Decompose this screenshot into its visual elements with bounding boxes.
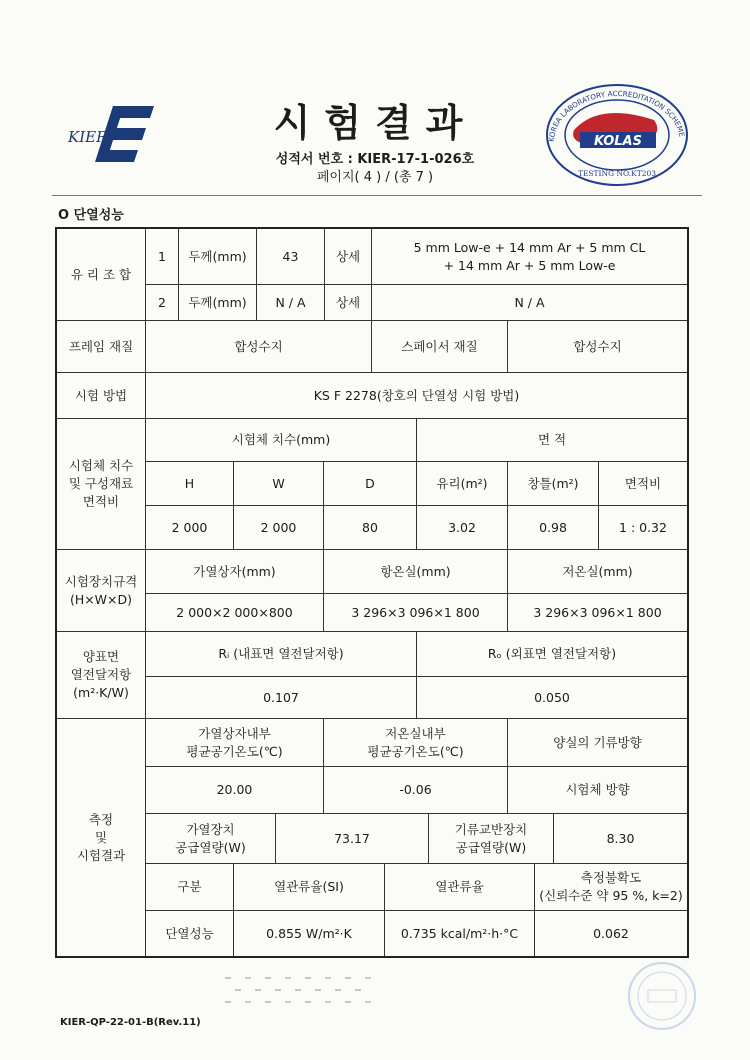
glass-row1-detail-label: 상세 bbox=[325, 229, 372, 285]
glass-row2-no: 2 bbox=[146, 285, 179, 321]
header-divider bbox=[52, 195, 702, 196]
perf-u-kcal: 0.735 kcal/m²·h·°C bbox=[385, 911, 535, 956]
perf-row-label: 단열성능 bbox=[146, 911, 234, 956]
section-title: O 단열성능 bbox=[58, 208, 124, 223]
page-title: 시험결과 bbox=[273, 100, 477, 145]
glass-row2-thickness-label: 두께(mm) bbox=[179, 285, 257, 321]
airflow-label: 양실의 기류방향 bbox=[508, 719, 687, 767]
kolas-bottom-text: TESTING NO.KT203 bbox=[577, 169, 657, 178]
col-frame-area: 창틀(m²) bbox=[508, 462, 599, 506]
frame-value: 합성수지 bbox=[146, 321, 372, 373]
apparatus-label: 시험장치규격 (H×W×D) bbox=[57, 550, 146, 632]
resistance-ri-header: Rᵢ (내표면 열전달저항) bbox=[146, 632, 417, 677]
method-value: KS F 2278(창호의 단열성 시험 방법) bbox=[146, 373, 687, 419]
glass-row1-thickness-label: 두께(mm) bbox=[179, 229, 257, 285]
kier-logo-text: KIER bbox=[68, 128, 108, 146]
results-label: 측정 및 시험결과 bbox=[57, 719, 146, 956]
value-h: 2 000 bbox=[146, 506, 234, 550]
perf-head-uncertainty: 측정불확도 (신뢰수준 약 95 %, k=2) bbox=[535, 864, 687, 911]
kolas-arc-text: KOREA LABORATORY ACCREDITATION SCHEME bbox=[546, 88, 687, 143]
hot-temp-label: 가열상자내부 평균공기온도(℃) bbox=[146, 719, 324, 767]
col-h: H bbox=[146, 462, 234, 506]
perf-uncertainty: 0.062 bbox=[593, 925, 629, 941]
report-number: 성적서 번호 : KIER-17-1-026호 bbox=[275, 152, 475, 167]
value-frame-area: 0.98 bbox=[508, 506, 599, 550]
glass-label: 유 리 조 합 bbox=[57, 229, 146, 321]
apparatus-cold-room-value: 3 296×3 096×1 800 bbox=[508, 594, 687, 632]
resistance-label: 양표면 열전달저항 (m²·K/W) bbox=[57, 632, 146, 719]
col-area-ratio: 면적비 bbox=[599, 462, 687, 506]
perf-head-u-kcal: 열관류율 bbox=[385, 864, 535, 911]
value-glass-area: 3.02 bbox=[417, 506, 508, 550]
cold-temp-value: -0.06 bbox=[324, 767, 508, 814]
glass-row1-detail: 5 mm Low-e + 14 mm Ar + 5 mm CL + 14 mm Ar + 5 mm Low-e bbox=[372, 229, 687, 285]
page-number: 페이지( 4 ) / (총 7 ) bbox=[316, 170, 434, 185]
perf-head-category: 구분 bbox=[146, 864, 234, 911]
method-label: 시험 방법 bbox=[57, 373, 146, 419]
apparatus-hot-box-value: 2 000×2 000×800 bbox=[146, 594, 324, 632]
kolas-seal bbox=[544, 82, 690, 188]
specimen-label: 시험체 치수 및 구성재료 면적비 bbox=[57, 419, 146, 550]
apparatus-guard-room-value: 3 296×3 096×1 800 bbox=[324, 594, 508, 632]
resistance-ro-header: Rₒ (외표면 열전달저항) bbox=[417, 632, 687, 677]
glass-row2-thickness: N / A bbox=[257, 285, 325, 321]
spacer-value: 합성수지 bbox=[508, 321, 687, 373]
apparatus-guard-room-header: 항온실(mm) bbox=[324, 550, 508, 594]
cold-temp-label: 저온실내부 평균공기온도(℃) bbox=[324, 719, 508, 767]
col-w: W bbox=[234, 462, 324, 506]
col-d: D bbox=[324, 462, 417, 506]
apparatus-cold-room-header: 저온실(mm) bbox=[508, 550, 687, 594]
heater-label: 가열장치 공급열량(W) bbox=[146, 814, 276, 864]
value-d: 80 bbox=[324, 506, 417, 550]
glass-row2-detail: N / A bbox=[372, 285, 687, 321]
fan-label: 기류교반장치 공급열량(W) bbox=[429, 814, 554, 864]
form-code: KIER-QP-22-01-B(Rev.11) bbox=[60, 1017, 201, 1028]
fan-value: 8.30 bbox=[554, 814, 687, 864]
airflow-value: 시험체 방향 bbox=[508, 767, 687, 814]
col-glass-area: 유리(m²) bbox=[417, 462, 508, 506]
resistance-ro-value: 0.050 bbox=[417, 677, 687, 719]
resistance-ri-value: 0.107 bbox=[146, 677, 417, 719]
glass-row1-thickness: 43 bbox=[257, 229, 325, 285]
apparatus-hot-box-header: 가열상자(mm) bbox=[146, 550, 324, 594]
test-results-table bbox=[55, 227, 689, 958]
glass-row1-no: 1 bbox=[146, 229, 179, 285]
perf-head-u-si: 열관류율(SI) bbox=[234, 864, 385, 911]
security-pattern bbox=[225, 975, 385, 1015]
heater-value: 73.17 bbox=[276, 814, 429, 864]
official-stamp bbox=[626, 960, 698, 1032]
spacer-label: 스페이서 재질 bbox=[372, 321, 508, 373]
value-w: 2 000 bbox=[234, 506, 324, 550]
value-area-ratio: 1 : 0.32 bbox=[599, 506, 687, 550]
glass-row2-detail-label: 상세 bbox=[325, 285, 372, 321]
specimen-area-header: 면 적 bbox=[417, 419, 687, 462]
frame-label: 프레임 재질 bbox=[57, 321, 146, 373]
hot-temp-value: 20.00 bbox=[146, 767, 324, 814]
perf-u-si: 0.855 W/m²·K bbox=[234, 911, 385, 956]
specimen-dim-header: 시험체 치수(mm) bbox=[146, 419, 417, 462]
kolas-center-text: KOLAS bbox=[593, 134, 643, 149]
